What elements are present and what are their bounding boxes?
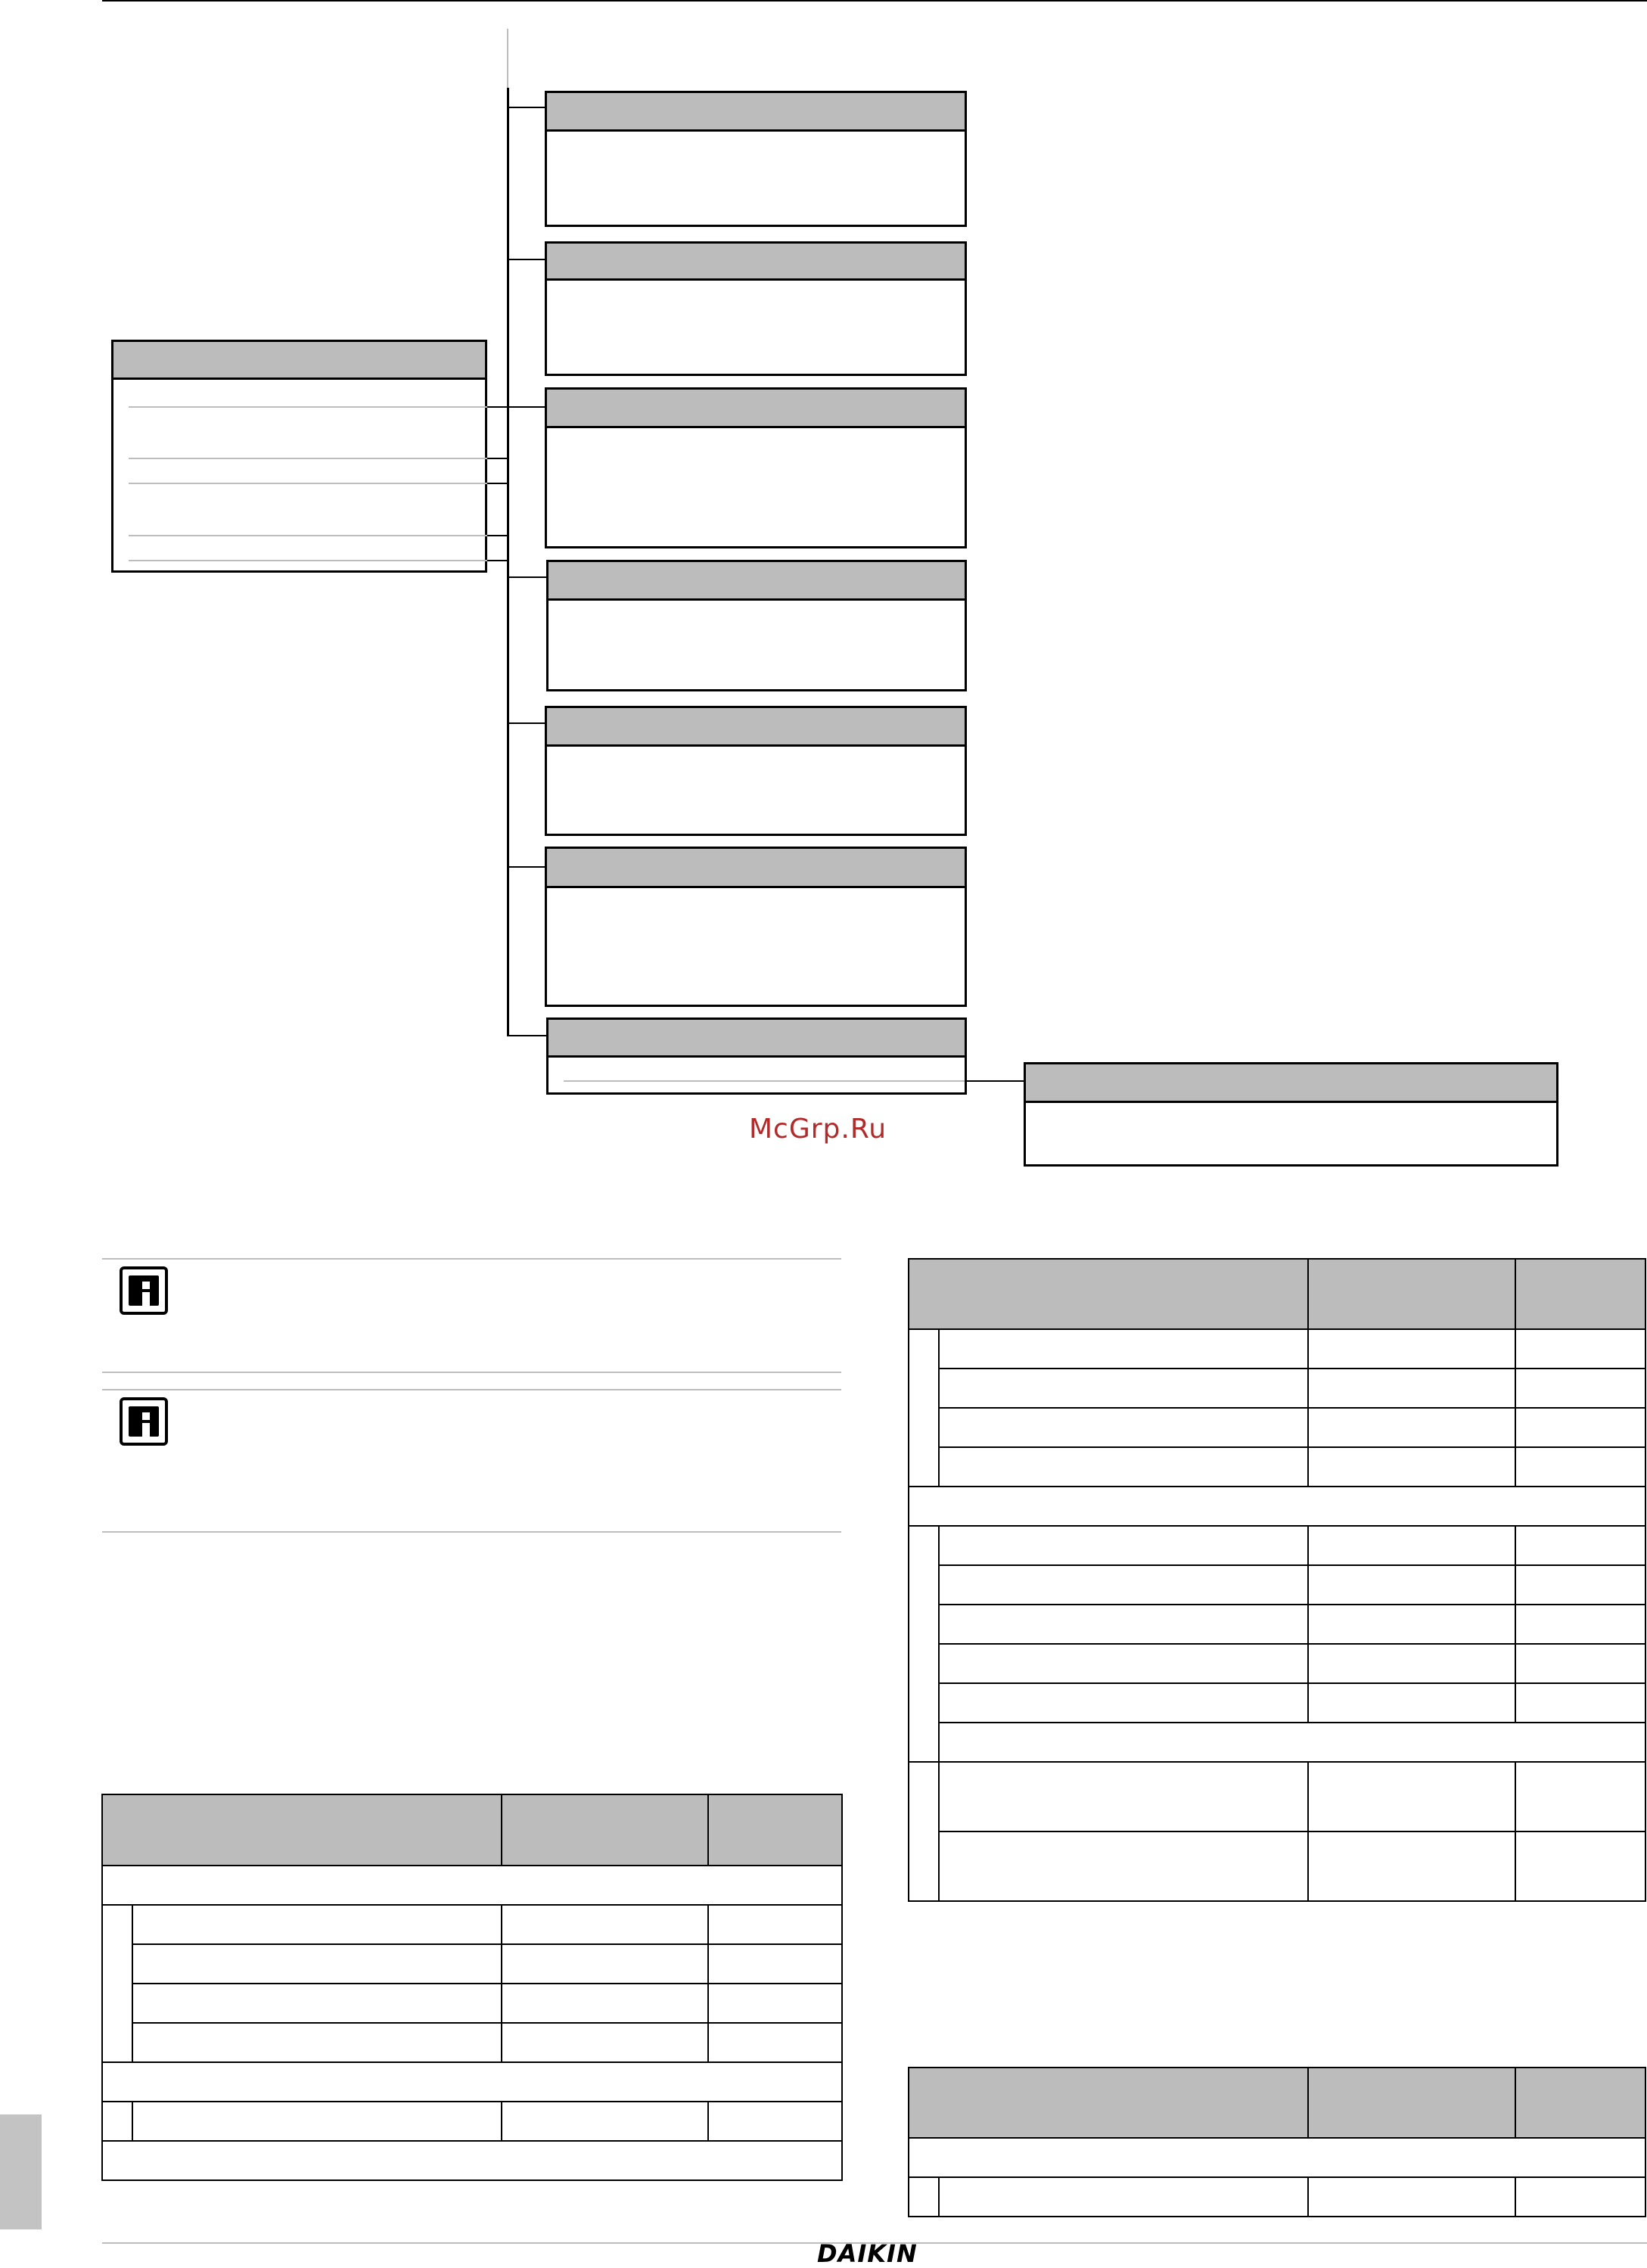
submenu-box-7 xyxy=(546,1017,967,1095)
parent-connector-3 xyxy=(487,483,509,484)
branch-connector-5 xyxy=(507,722,546,724)
note-2-bottom-rule xyxy=(102,1531,841,1533)
side-chapter-tab xyxy=(0,2114,42,2229)
table-section-row xyxy=(909,1487,1645,1526)
table-row xyxy=(909,1831,1645,1901)
submenu-box-5 xyxy=(545,706,967,836)
left-settings-table xyxy=(101,1794,843,2181)
table-section-row xyxy=(102,2062,842,2102)
table-row xyxy=(909,1565,1645,1605)
parent-connector-4 xyxy=(487,535,509,536)
table-section-row xyxy=(909,1723,1645,1762)
note-1-top-rule xyxy=(102,1258,841,1260)
info-icon xyxy=(120,1397,168,1446)
tree-top-connector xyxy=(507,29,508,88)
table-section-row xyxy=(102,2141,842,2180)
top-rule xyxy=(102,0,1647,2)
branch-connector-6 xyxy=(507,866,546,868)
parent-menu-row-5 xyxy=(129,560,487,561)
branch-connector-4 xyxy=(507,576,546,578)
submenu-box-2 xyxy=(545,241,967,376)
note-1-bottom-rule xyxy=(102,1372,841,1373)
submenu-box-6 xyxy=(545,847,967,1007)
grandchild-menu-box xyxy=(1024,1062,1558,1167)
table-row xyxy=(909,2177,1645,2217)
table-section-row xyxy=(102,1866,842,1905)
brand-logo: DAIKIN xyxy=(817,2239,918,2268)
parent-menu-box xyxy=(111,340,487,573)
parent-menu-row-1 xyxy=(129,406,487,408)
parent-menu-row-3 xyxy=(129,483,487,484)
branch-connector-7 xyxy=(507,1035,548,1036)
submenu-box-3 xyxy=(545,387,967,548)
table-row xyxy=(909,1408,1645,1447)
parent-connector-1 xyxy=(487,406,509,408)
table-row xyxy=(909,1369,1645,1408)
table-row xyxy=(909,1447,1645,1487)
table-row xyxy=(102,2023,842,2062)
parent-menu-row-2 xyxy=(129,458,487,459)
table-row xyxy=(909,1605,1645,1644)
watermark: McGrp.Ru xyxy=(749,1114,887,1145)
right-settings-table-1 xyxy=(908,1258,1646,1902)
parent-menu-row-4 xyxy=(129,535,487,536)
table-row xyxy=(909,1762,1645,1831)
table-row xyxy=(102,1944,842,1984)
table-section-row xyxy=(909,2138,1645,2177)
parent-connector-5 xyxy=(487,560,509,561)
branch-connector-3 xyxy=(507,406,546,408)
submenu-box-4 xyxy=(546,560,967,691)
branch-connector-1 xyxy=(507,107,546,108)
table-row xyxy=(909,1644,1645,1683)
table-header-row xyxy=(909,2068,1645,2138)
right-settings-table-2 xyxy=(908,2067,1646,2217)
table-header-row xyxy=(909,1259,1645,1329)
grandchild-connector xyxy=(967,1080,1026,1082)
submenu-box-7-row xyxy=(564,1080,965,1082)
table-row xyxy=(102,1984,842,2023)
table-row xyxy=(102,1905,842,1944)
table-row xyxy=(909,1683,1645,1723)
table-row xyxy=(102,2102,842,2141)
parent-connector-2 xyxy=(487,458,509,459)
info-icon xyxy=(120,1266,168,1315)
tree-trunk xyxy=(507,88,509,1036)
note-2-top-rule xyxy=(102,1389,841,1390)
table-header-row xyxy=(102,1794,842,1866)
branch-connector-2 xyxy=(507,259,546,260)
submenu-box-1 xyxy=(545,91,967,227)
table-row xyxy=(909,1329,1645,1369)
table-row xyxy=(909,1526,1645,1565)
